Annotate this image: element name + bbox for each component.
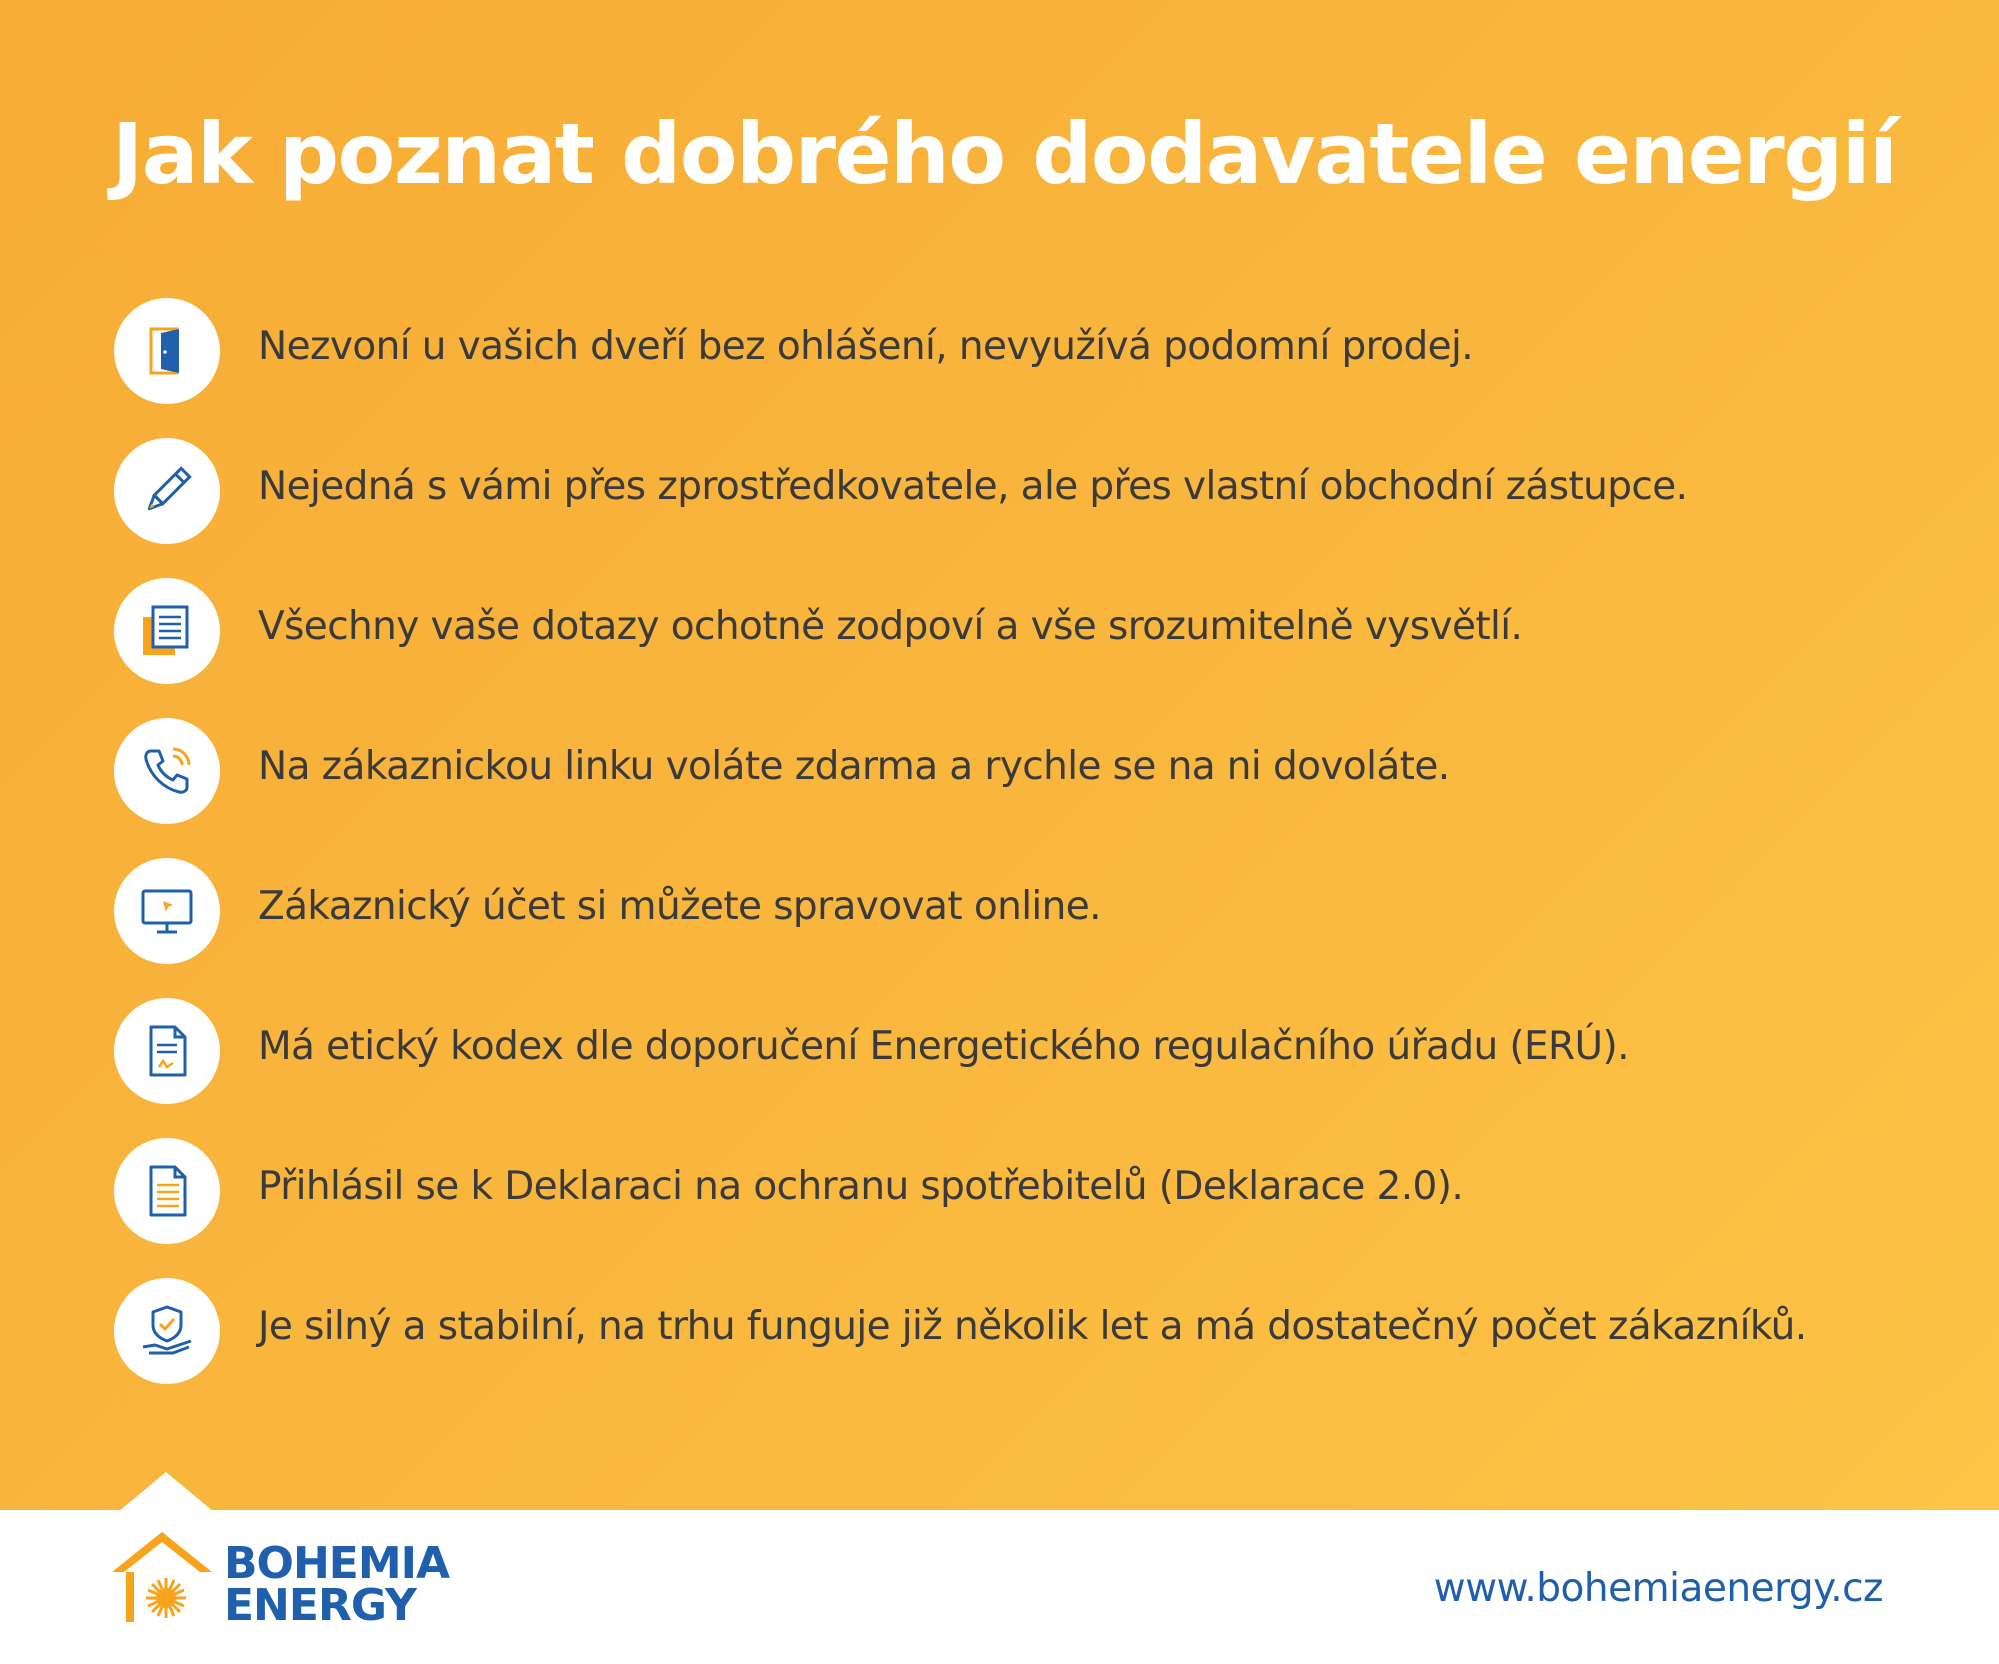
item-text: Na zákaznickou linku voláte zdarma a rychle se na ni dovoláte.	[258, 744, 1450, 789]
documents-icon	[114, 578, 220, 684]
document-lines-icon	[114, 1138, 220, 1244]
website-link[interactable]: www.bohemiaenergy.cz	[1433, 1566, 1883, 1611]
list-item	[114, 1278, 1974, 1384]
list-item	[114, 718, 1974, 824]
logo-text-line2: ENERGY	[224, 1580, 416, 1631]
item-text: Přihlásil se k Deklaraci na ochranu spotřebitelů (Deklarace 2.0).	[258, 1164, 1464, 1209]
list-item	[114, 858, 1974, 964]
item-text: Nejedná s vámi přes zprostředkovatele, ale přes vlastní obchodní zástupce.	[258, 464, 1688, 509]
list-item	[114, 298, 1974, 404]
item-text: Všechny vaše dotazy ochotně zodpoví a vše srozumitelně vysvětlí.	[258, 604, 1523, 649]
phone-call-icon	[114, 718, 220, 824]
page-title: Jak poznat dobrého dodavatele energií	[112, 105, 1897, 203]
footer-notch	[118, 1472, 214, 1512]
item-text: Má etický kodex dle doporučení Energetického regulačního úřadu (ERÚ).	[258, 1024, 1629, 1069]
logo-text-line1: BOHEMIA	[224, 1538, 450, 1589]
item-text: Je silný a stabilní, na trhu funguje již několik let a má dostatečný počet zákazníků.	[258, 1304, 1807, 1349]
list-item	[114, 438, 1974, 544]
list-item	[114, 578, 1974, 684]
shield-hand-icon	[114, 1278, 220, 1384]
signed-document-icon	[114, 998, 220, 1104]
door-icon	[114, 298, 220, 404]
item-text: Zákaznický účet si můžete spravovat online.	[258, 884, 1101, 929]
house-sun-icon	[112, 1528, 228, 1632]
bohemia-energy-logo[interactable]	[112, 1528, 492, 1638]
list-item	[114, 998, 1974, 1104]
item-text: Nezvoní u vašich dveří bez ohlášení, nevyužívá podomní prodej.	[258, 324, 1474, 369]
pencil-icon	[114, 438, 220, 544]
monitor-icon	[114, 858, 220, 964]
list-item	[114, 1138, 1974, 1244]
